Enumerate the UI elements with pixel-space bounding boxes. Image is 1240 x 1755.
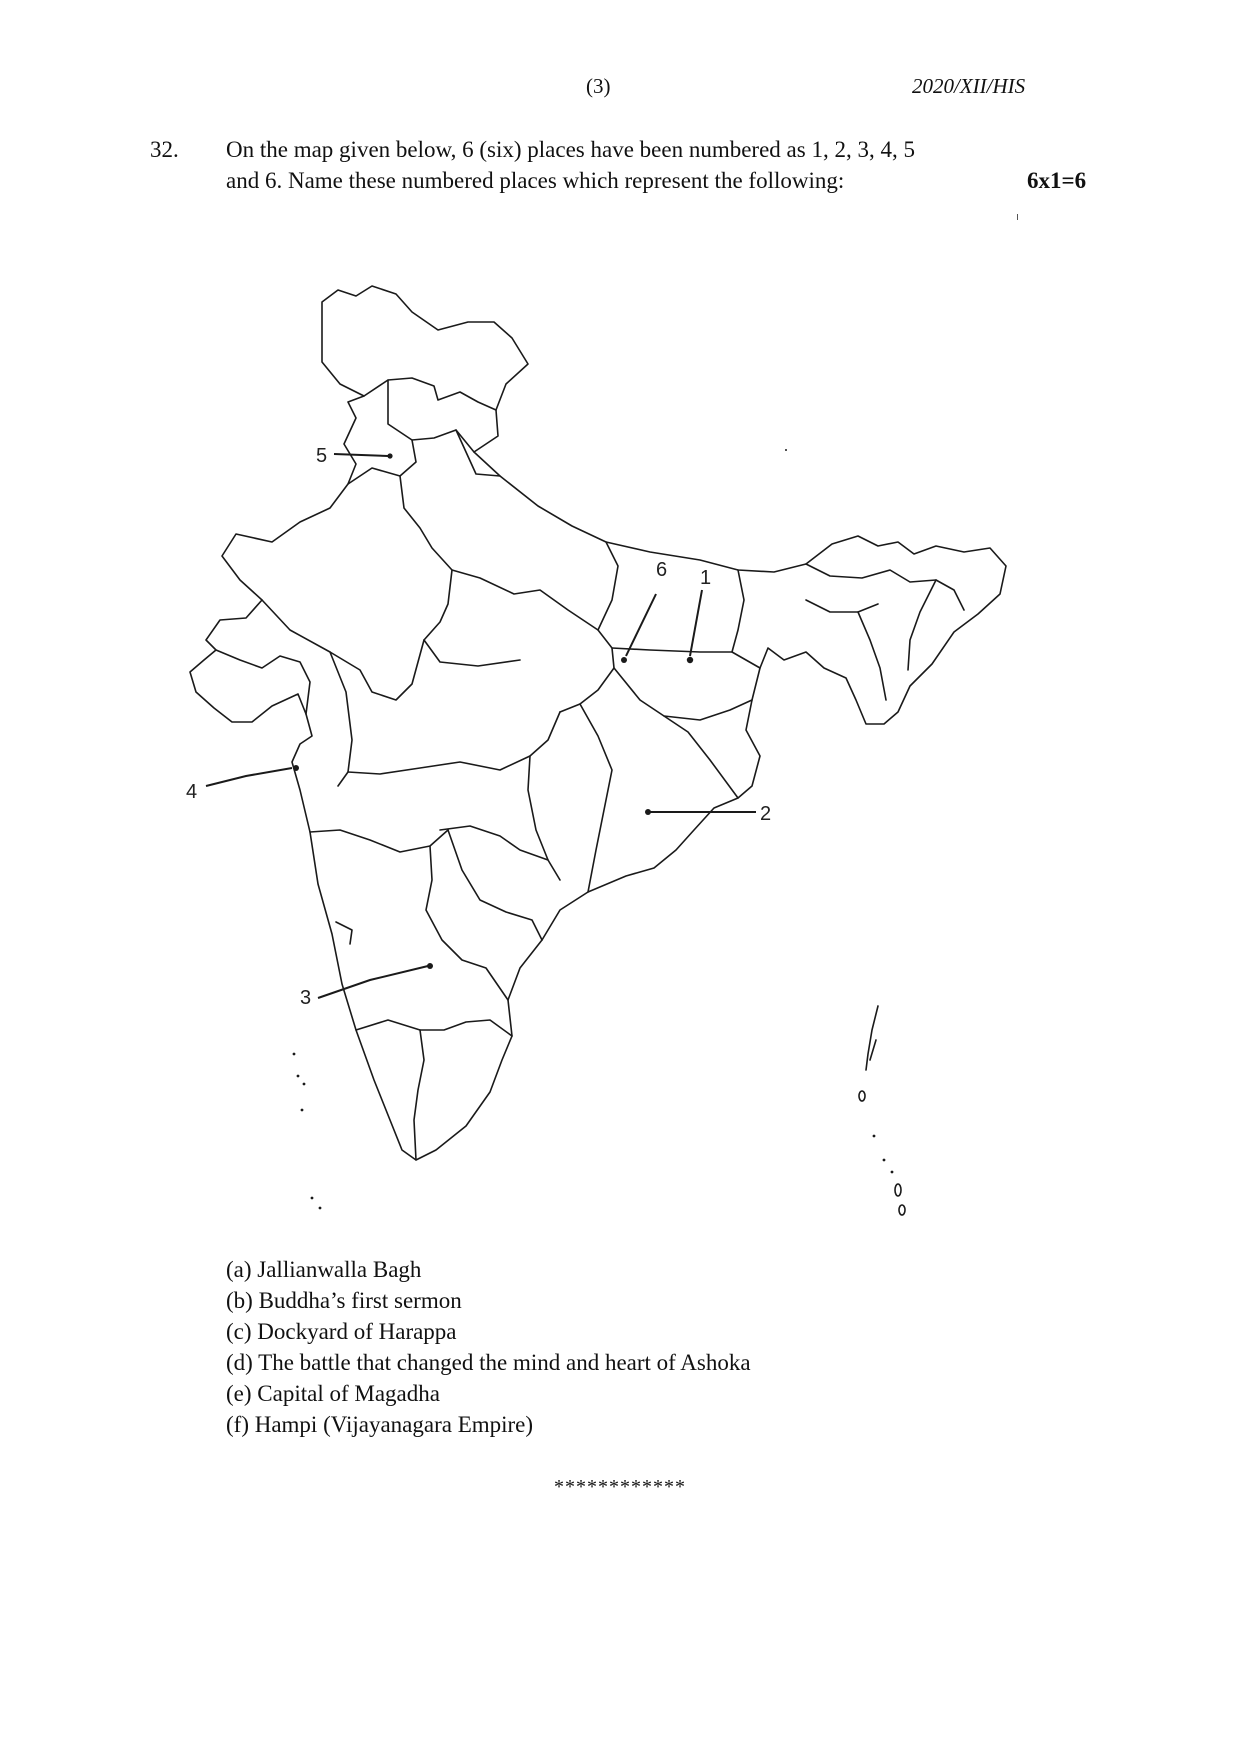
question-text-line-2: and 6. Name these numbered places which represent the following: [226,168,845,193]
map-border-punjab [348,380,416,484]
map-border-nagaland [908,580,936,670]
map-border-tripura-mizoram [858,612,886,700]
map-island-dot [785,449,787,451]
map-island-dot [311,1197,314,1200]
map-border-gujarat-coast-bay [216,650,310,714]
option-a: (a) Jallianwalla Bagh [226,1257,422,1282]
map-label-2: 2 [760,803,772,825]
map-border-karnataka-kerala-tn [356,1020,512,1036]
map-border-kerala-tn [414,1030,424,1160]
map-island-dot [301,1109,304,1112]
map-label-4: 4 [186,781,198,803]
map-border-rajasthan [262,600,520,700]
map-island-dot [873,1135,876,1138]
map-border-odisha [664,716,738,798]
paper-code: 2020/XII/HIS [912,74,1026,98]
map-andaman-islands [866,1006,878,1070]
option-b: (b) Buddha’s first sermon [226,1288,462,1313]
question-marks: 6x1=6 [1027,168,1087,193]
option-c: (c) Dockyard of Harappa [226,1319,457,1344]
map-border-maharashtra-karnataka [310,830,448,852]
map-place-marker-3 [427,963,433,969]
map-outline-mainland [190,286,1006,1160]
map-place-marker-2 [645,809,651,815]
map-border-chhattisgarh-odisha [580,704,612,892]
map-island-dot [297,1075,300,1078]
map-label-6: 6 [656,559,668,581]
map-border-jharkhand [614,668,752,720]
option-f: (f) Hampi (Vijayanagara Empire) [226,1412,534,1437]
map-border-up [452,570,614,712]
map-border-assam [806,564,964,610]
map-border-haryana [400,476,452,640]
map-border-up-bihar [598,542,618,630]
map-border-goa [336,922,352,944]
map-border-west-bengal [732,570,744,652]
map-island-dot [303,1083,306,1086]
map-border-jk [364,378,496,410]
map-border-mp-gujarat [330,652,352,786]
end-of-paper-marker: ************ [554,1476,686,1498]
map-place-marker-1 [687,657,693,663]
map-label-5: 5 [316,445,328,467]
map-island-outline [859,1091,865,1101]
map-pointer-line-3 [318,966,428,998]
map-label-3: 3 [300,987,312,1009]
option-d: (d) The battle that changed the mind and heart of Ashoka [226,1350,751,1375]
question-text-line-1: On the map given below, 6 (six) places have been numbered as 1, 2, 3, 4, 5 [226,137,915,162]
map-pointer-line-4 [206,768,292,786]
map-island-dot [883,1159,886,1162]
map-place-marker-4 [293,765,299,771]
map-island-dot [293,1053,296,1056]
map-island-outline [899,1205,905,1215]
answer-options-list [226,1254,751,1440]
map-border-bihar-jharkhand [612,648,760,668]
map-pointer-line-5 [334,454,388,456]
map-pointer-line-6 [626,594,656,656]
option-e: (e) Capital of Magadha [226,1381,440,1406]
map-island-outline [895,1184,901,1196]
map-island-dot [891,1171,894,1174]
map-label-1: 1 [700,567,712,589]
map-border-karnataka-ap [426,846,508,1000]
map-border-mp-maharashtra [348,756,530,774]
question-number: 32. [150,137,179,162]
page-number: (3) [586,74,611,98]
map-place-marker-6 [621,657,627,663]
map-place-marker-5 [387,453,392,458]
map-pointer-line-1 [690,590,702,656]
map-island-dot [319,1207,322,1210]
map-border-telangana-ap [448,830,542,940]
map-border-meghalaya [806,600,878,612]
